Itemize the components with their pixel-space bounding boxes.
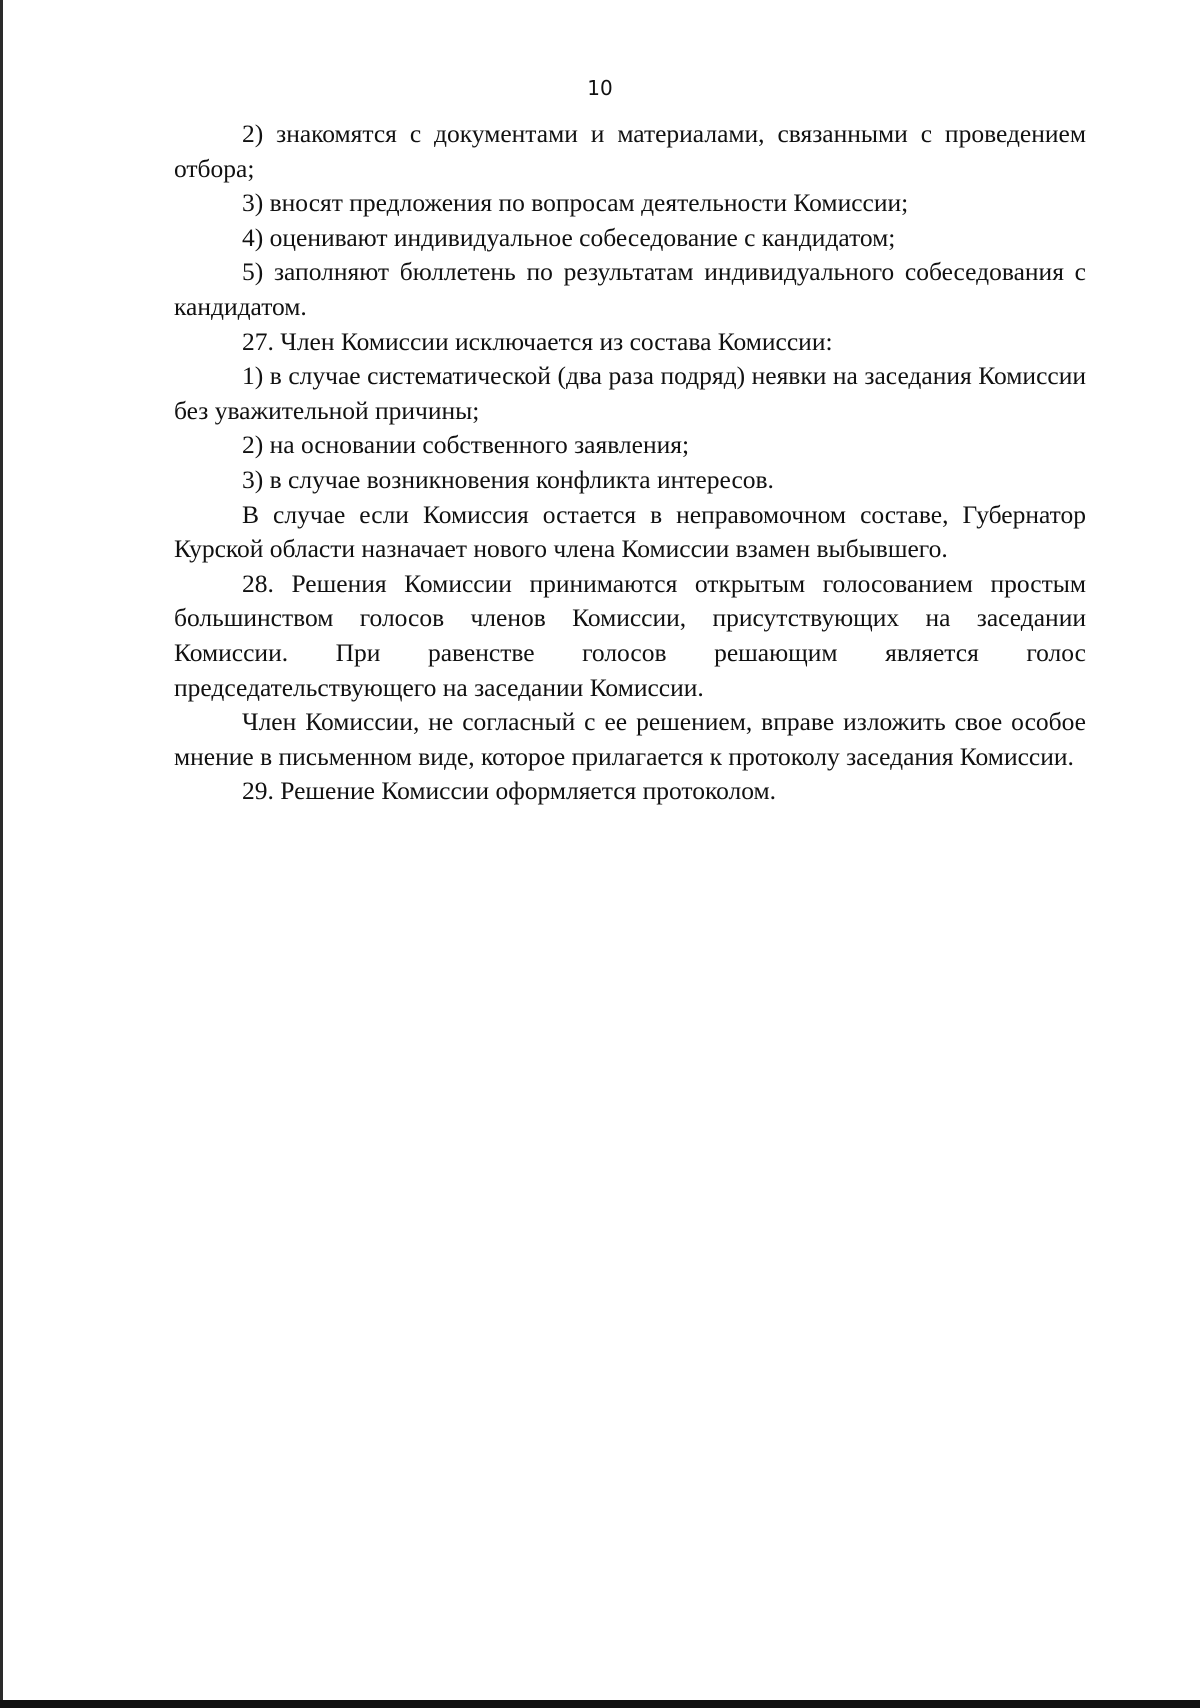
paragraph-clause-29: 29. Решение Комиссии оформляется протоколом. (242, 776, 776, 806)
paragraph-clause-27: 27. Член Комиссии исключается из состава Комиссии: (242, 326, 833, 356)
paragraph-clause-27-item-2: 2) на основании собственного заявления; (242, 430, 690, 460)
scan-left-edge (0, 0, 3, 1708)
paragraph-item-5: 5) заполняют бюллетень по результатам индивидуального собеседования с кандидатом. (174, 257, 1086, 321)
paragraph-item-3: 3) вносят предложения по вопросам деятельности Комиссии; (242, 188, 909, 218)
paragraph-clause-27-item-3: 3) в случае возникновения конфликта интересов. (242, 464, 774, 494)
scan-bottom-edge (0, 1700, 1200, 1708)
document-body (174, 117, 1086, 809)
paragraph-item-4: 4) оценивают индивидуальное собеседование с кандидатом; (242, 222, 896, 252)
paragraph-replacement-rule: В случае если Комиссия остается в неправомочном составе, Губернатор Курской области назначает нового члена Комиссии взамен выбывшего. (174, 499, 1086, 564)
paragraph-dissenting-opinion: Член Комиссии, не согласный с ее решением, вправе изложить свое особое мнение в письменном виде, которое прилагается к протоколу заседания Комиссии. (174, 707, 1086, 771)
paragraph-clause-27-item-1: 1) в случае систематической (два раза подряд) неявки на заседания Комиссии без уважительной причины; (174, 361, 1086, 425)
page-number: 10 (587, 76, 613, 100)
paragraph-item-2: 2) знакомятся с документами и материалами, связанными с проведением отбора; (174, 119, 1086, 183)
paragraph-clause-28: 28. Решения Комиссии принимаются открытым голосованием простым большинством голосов членов Комиссии, присутствующих на заседании Комиссии. При равенстве голосов решающим является голос председательствующего на заседании Комиссии. (174, 568, 1086, 702)
